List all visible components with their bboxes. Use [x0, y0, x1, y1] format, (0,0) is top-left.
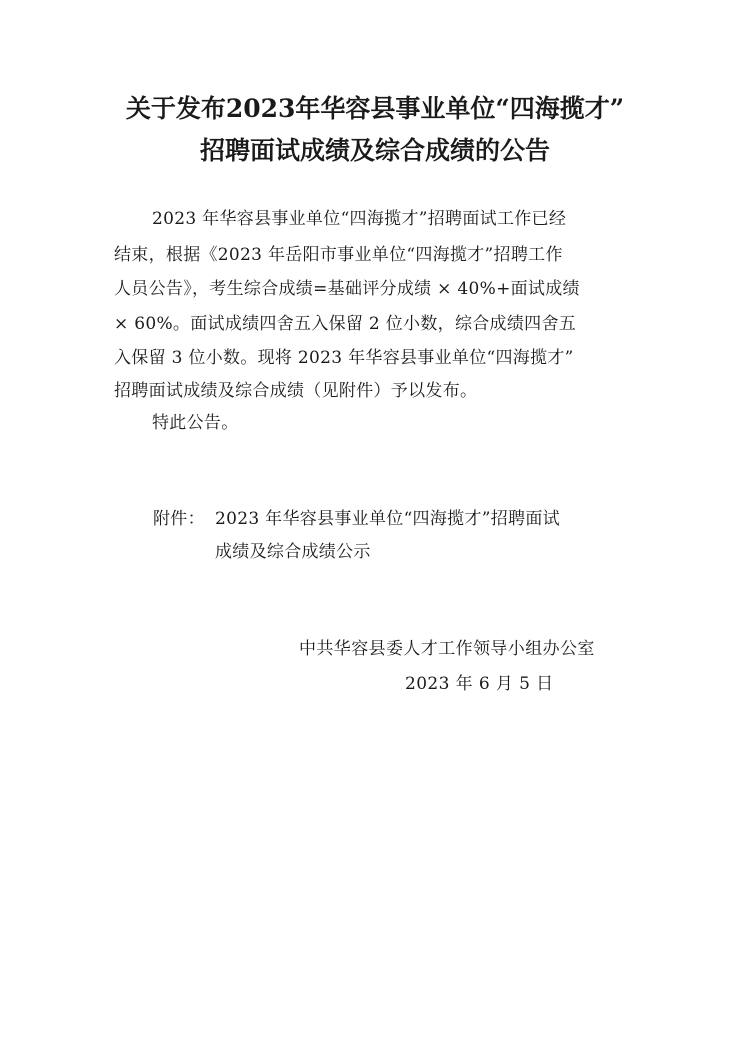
body-paragraph-line: 招聘面试成绩及综合成绩（见附件）予以发布。 — [114, 381, 478, 401]
attachment-title-line-2[interactable]: 成绩及综合成绩公示 — [215, 542, 371, 562]
attachment-title-line-1[interactable]: 2023 年华容县事业单位“四海揽才”招聘面试 — [215, 509, 560, 529]
body-paragraph-line: 2023 年华容县事业单位“四海揽才”招聘面试工作已经 — [152, 209, 567, 229]
closing-line: 特此公告。 — [152, 413, 239, 433]
body-paragraph-line: 入保留 3 位小数。现将 2023 年华容县事业单位“四海揽才” — [114, 348, 574, 368]
issuing-organization: 中共华容县委人才工作领导小组办公室 — [299, 639, 595, 659]
body-paragraph-line: 结束，根据《2023 年岳阳市事业单位“四海揽才”招聘工作 — [114, 245, 563, 265]
document-title-line-2: 招聘面试成绩及综合成绩的公告 — [199, 136, 550, 165]
body-paragraph-line: × 60%。面试成绩四舍五入保留 2 位小数，综合成绩四舍五 — [114, 314, 577, 334]
document-title-line-1: 关于发布2023年华容县事业单位“四海揽才” — [125, 94, 625, 123]
issue-date: 2023 年 6 月 5 日 — [405, 674, 554, 694]
attachment-label: 附件： — [153, 509, 205, 529]
body-paragraph-line: 人员公告》，考生综合成绩=基础评分成绩 × 40%+面试成绩 — [114, 279, 580, 299]
